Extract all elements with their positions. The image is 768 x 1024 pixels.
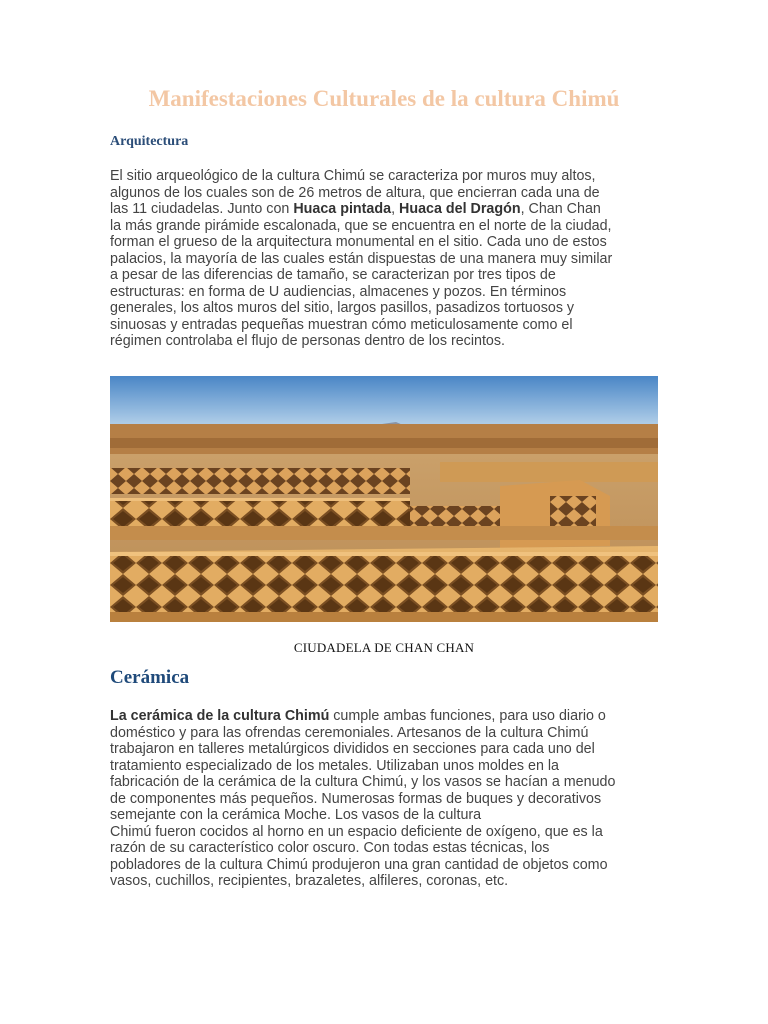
paragraph-line [110,168,658,185]
text-run: trabajaron en talleres metalúrgicos divididos en secciones para cada uno del [110,741,595,757]
paragraph-line [110,333,658,350]
text-run: estructuras: en forma de U audiencias, almacenes y pozos. En términos [110,283,567,300]
text-run: , [391,201,400,217]
text-run: la más grande pirámide escalonada, que se encuentra en el norte de la ciudad, [110,217,612,234]
paragraph-line [110,708,658,725]
paragraph-line [110,251,658,268]
text-run: de componentes más pequeños. Numerosas formas de buques y decorativos [110,790,602,807]
paragraph-line [110,185,658,202]
architecture-heading: Arquitectura [110,134,189,149]
text-run: algunos de los cuales son de 26 metros de altura, que encierran cada una de [110,184,600,201]
page-title: Manifestaciones Culturales de la cultura Chimú [148,86,620,111]
text-run: palacios, la mayoría de las cuales están dispuestas de una manera muy similar [110,250,613,267]
ceramics-heading: Cerámica [110,667,190,688]
text-run: Chimú fueron cocidos al horno en un espacio deficiente de oxígeno, que es la [110,823,603,840]
text-run: vasos, cuchillos, recipientes, brazaletes, alfileres, coronas, etc. [110,873,509,889]
paragraph-line [110,807,658,824]
bold-term: Huaca del Dragón [399,201,521,217]
text-run: El sitio arqueológico de la cultura Chimú se caracteriza por muros muy altos, [110,168,596,184]
paragraph-line [110,758,658,775]
photo-caption: CIUDADELA DE CHAN CHAN [293,640,475,655]
text-run: , Chan Chan [520,201,601,217]
text-run: régimen controlaba el flujo de personas dentro de los recintos. [110,333,505,349]
paragraph-line [110,791,658,808]
paragraph-line [110,725,658,742]
paragraph-line [110,774,658,791]
text-run: tratamiento especializado de los metales. Utilizaban unos moldes en la [110,757,560,774]
paragraph-line [110,234,658,251]
paragraph-line [110,300,658,317]
chan-chan-photo [110,376,658,622]
paragraph-line [110,218,658,235]
paragraph-line [110,840,658,857]
ceramics-paragraph [110,708,658,890]
text-run: a pesar de las diferencias de tamaño, se caracterizan por tres tipos de [110,267,556,283]
text-run: razón de su característico color oscuro. Con todas estas técnicas, los [110,840,550,856]
paragraph-line [110,201,658,218]
architecture-paragraph [110,168,658,350]
text-run: doméstico y para las ofrendas ceremoniales. Artesanos de la cultura Chimú [110,724,589,741]
text-run: forman el grueso de la arquitectura monumental en el sitio. Cada uno de estos [110,234,607,250]
paragraph-line [110,873,658,890]
text-run: sinuosas y entradas pequeñas muestran cómo meticulosamente como el [110,316,573,333]
text-run: fabricación de la cerámica de la cultura Chimú, y los vasos se hacían a menudo [110,774,616,790]
paragraph-line [110,741,658,758]
text-run: las 11 ciudadelas. Junto con [110,201,294,217]
text-run: cumple ambas funciones, para uso diario o [329,708,606,724]
paragraph-line [110,857,658,874]
bold-term: La cerámica de la cultura Chimú [110,708,330,724]
paragraph-line [110,824,658,841]
text-run: generales, los altos muros del sitio, largos pasillos, pasadizos tortuosos y [110,300,575,316]
text-run: semejante con la cerámica Moche. Los vasos de la cultura [110,807,482,823]
paragraph-line [110,317,658,334]
paragraph-line [110,284,658,301]
text-run: pobladores de la cultura Chimú produjeron una gran cantidad de objetos como [110,856,608,873]
paragraph-line [110,267,658,284]
bold-term: Huaca pintada [293,201,392,217]
